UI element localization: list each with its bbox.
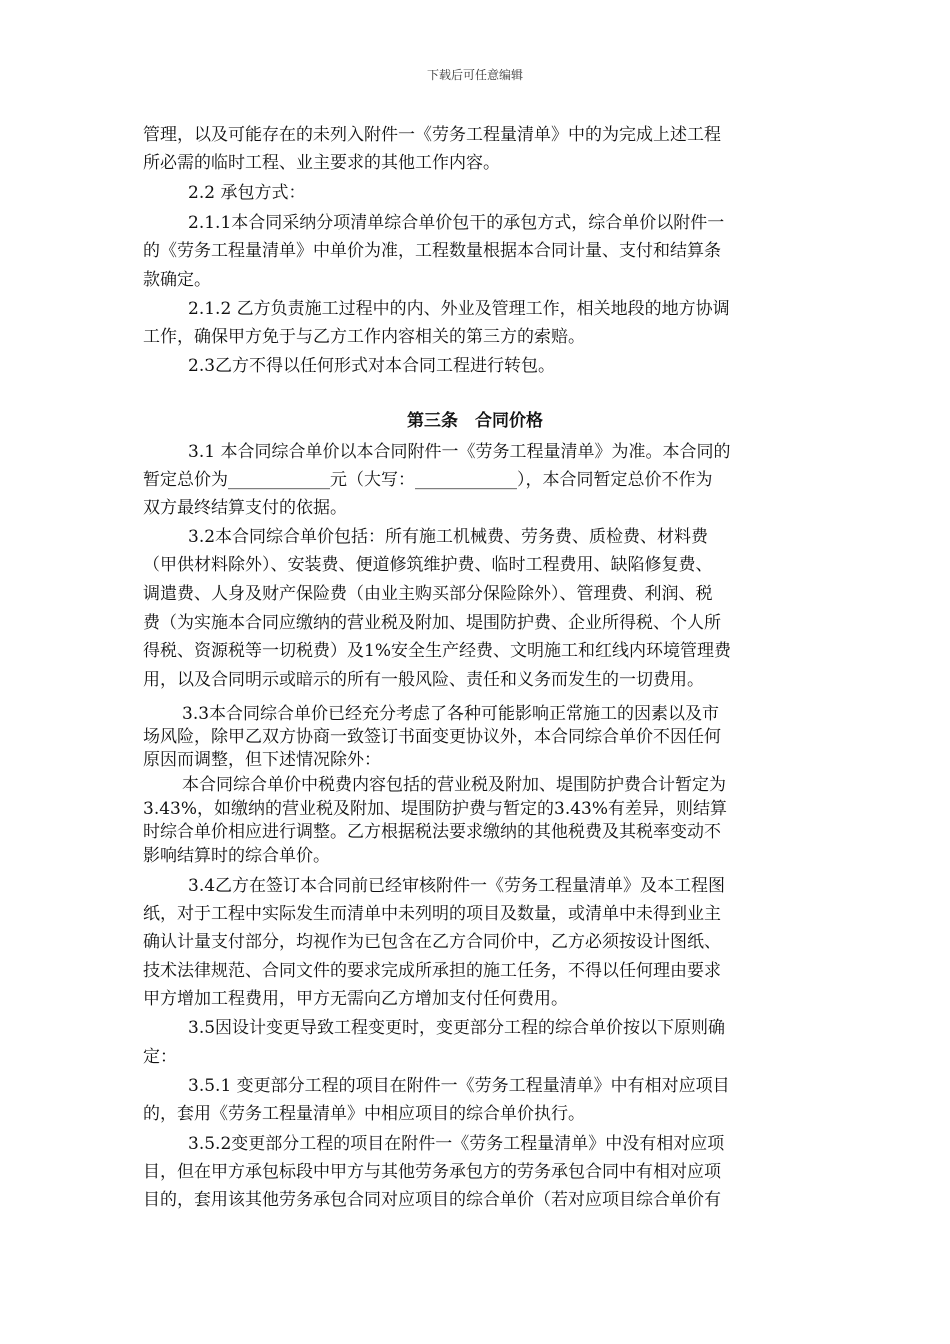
paragraph-line: 本合同综合单价中税费内容包括的营业税及附加、堤围防护费合计暂定为 (182, 775, 726, 795)
paragraph-line: 双方最终结算支付的依据。 (143, 498, 347, 518)
paragraph-line: 款确定。 (143, 270, 211, 290)
paragraph-line: 费（为实施本合同应缴纳的营业税及附加、堤围防护费、企业所得税、个人所 (143, 613, 721, 633)
paragraph-line: 原因而调整，但下述情况除外： (143, 750, 381, 770)
paragraph-line: 调遣费、人身及财产保险费（由业主购买部分保险除外）、管理费、利润、税 (143, 584, 713, 604)
page-header: 下载后可任意编辑 (426, 68, 523, 82)
paragraph-line: 管理，以及可能存在的未列入附件一《劳务工程量清单》中的为完成上述工程 (143, 125, 721, 145)
paragraph-line: 纸，对于工程中实际发生而清单中未列明的项目及数量，或清单中未得到业主 (143, 904, 721, 924)
paragraph-line: 2.2 承包方式： (188, 183, 306, 203)
paragraph-line: 目的，套用该其他劳务承包合同对应项目的综合单价（若对应项目综合单价有 (143, 1190, 721, 1210)
paragraph-line: 技术法律规范、合同文件的要求完成所承担的施工任务，不得以任何理由要求 (143, 961, 721, 981)
paragraph-line: 的，套用《劳务工程量清单》中相应项目的综合单价执行。 (143, 1104, 585, 1124)
paragraph-line: 时综合单价相应进行调整。乙方根据税法要求缴纳的其他税费及其税率变动不 (143, 822, 721, 842)
paragraph-line: 3.1 本合同综合单价以本合同附件一《劳务工程量清单》为准。本合同的 (188, 442, 731, 462)
paragraph-line: 确认计量支付部分，均视作为已包含在乙方合同价中，乙方必须按设计图纸、 (143, 932, 721, 952)
paragraph-line: 3.3本合同综合单价已经充分考虑了各种可能影响正常施工的因素以及市 (182, 704, 720, 724)
section-title: 第三条 合同价格 (407, 411, 543, 431)
paragraph-line: 3.5.2变更部分工程的项目在附件一《劳务工程量清单》中没有相对应项 (188, 1134, 725, 1154)
paragraph-line: 工作，确保甲方免于与乙方工作内容相关的第三方的索赔。 (143, 327, 585, 347)
paragraph-line: （甲供材料除外）、安装费、便道修筑维护费、临时工程费用、缺陷修复费、 (143, 555, 713, 575)
paragraph-line: 场风险，除甲乙双方协商一致签订书面变更协议外，本合同综合单价不因任何 (143, 727, 721, 747)
paragraph-line: 2.3乙方不得以任何形式对本合同工程进行转包。 (188, 356, 556, 376)
paragraph-line: 2.1.2 乙方负责施工过程中的内、外业及管理工作，相关地段的地方协调 (188, 299, 730, 319)
paragraph-line: 3.5因设计变更导致工程变更时，变更部分工程的综合单价按以下原则确 (188, 1018, 726, 1038)
paragraph-line: 3.4乙方在签订本合同前已经审核附件一《劳务工程量清单》及本工程图 (188, 876, 726, 896)
paragraph-line: 定： (143, 1047, 177, 1067)
paragraph-line: 3.2本合同综合单价包括：所有施工机械费、劳务费、质检费、材料费 (188, 527, 709, 547)
paragraph-line: 甲方增加工程费用，甲方无需向乙方增加支付任何费用。 (143, 989, 568, 1009)
paragraph-line: 的《劳务工程量清单》中单价为准，工程数量根据本合同计量、支付和结算条 (143, 241, 721, 261)
paragraph-line: 影响结算时的综合单价。 (143, 846, 330, 866)
paragraph-line: 所必需的临时工程、业主要求的其他工作内容。 (143, 153, 500, 173)
paragraph-line: 用，以及合同明示或暗示的所有一般风险、责任和义务而发生的一切费用。 (143, 670, 704, 690)
paragraph-line: 2.1.1本合同采纳分项清单综合单价包干的承包方式，综合单价以附件一 (188, 213, 725, 233)
paragraph-line: 暂定总价为____________元（大写：____________），本合同暂定总价不作为 (143, 470, 713, 490)
paragraph-line: 目，但在甲方承包标段中甲方与其他劳务承包方的劳务承包合同中有相对应项 (143, 1162, 721, 1182)
paragraph-line: 3.43%，如缴纳的营业税及附加、堤围防护费与暂定的3.43%有差异，则结算 (143, 799, 728, 819)
paragraph-line: 3.5.1 变更部分工程的项目在附件一《劳务工程量清单》中有相对应项目 (188, 1076, 730, 1096)
paragraph-line: 得税、资源税等一切税费）及1%安全生产经费、文明施工和红线内环境管理费 (143, 641, 731, 661)
